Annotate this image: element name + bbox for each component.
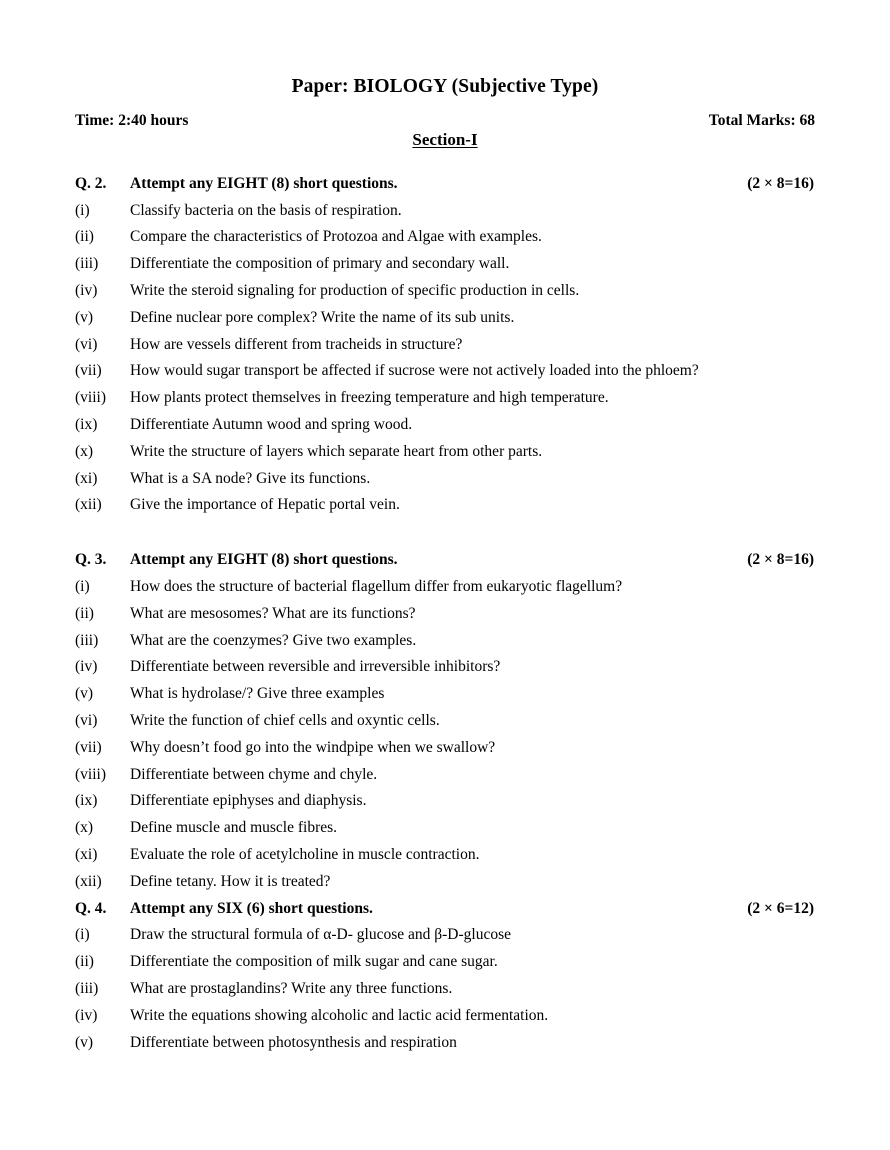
list-item [75,628,815,655]
question-number: Q. 3. [75,551,107,569]
document-body [75,76,815,1056]
item-label: (i) [75,201,90,219]
item-text: Classify bacteria on the basis of respiration. [130,201,402,219]
item-label: (v) [75,308,94,326]
list-item [75,412,815,439]
item-label: (ix) [75,792,98,810]
item-text: Differentiate the composition of primary and secondary wall. [130,255,510,273]
question-instruction: Attempt any SIX (6) short questions. [130,899,373,917]
item-text: Evaluate the role of acetylcholine in muscle contraction. [130,845,480,863]
item-label: (viii) [75,765,106,783]
question-block-q3 [75,547,815,895]
time-allowed: Time: 2:40 hours [75,112,189,130]
list-item [75,601,815,628]
list-item [75,815,815,842]
question-marks: (2 × 8=16) [747,551,814,569]
item-label: (i) [75,577,90,595]
question-item-list [75,198,815,520]
item-label: (ii) [75,953,94,971]
list-item [75,1030,815,1057]
question-heading [75,171,815,198]
list-item [75,654,815,681]
item-text: Write the function of chief cells and oxyntic cells. [130,711,440,729]
item-text: How does the structure of bacterial flagellum differ from eukaryotic flagellum? [130,577,623,595]
item-label: (viii) [75,389,106,407]
list-item [75,708,815,735]
item-text: What is hydrolase/? Give three examples [130,685,385,703]
question-marks: (2 × 8=16) [747,174,814,192]
item-label: (xi) [75,469,98,487]
list-item [75,385,815,412]
item-label: (xii) [75,496,102,514]
question-block-q2 [75,171,815,519]
item-label: (vii) [75,738,102,756]
item-label: (iv) [75,658,98,676]
list-item [75,869,815,896]
question-block-q4 [75,896,815,1057]
item-text: What are prostaglandins? Write any three functions. [130,979,453,997]
item-label: (x) [75,819,94,837]
list-item [75,198,815,225]
list-item [75,224,815,251]
question-heading [75,547,815,574]
list-item [75,251,815,278]
list-item [75,332,815,359]
list-item [75,976,815,1003]
list-item [75,922,815,949]
list-item [75,788,815,815]
item-text: How are vessels different from tracheids in structure? [130,335,463,353]
item-text: Differentiate epiphyses and diaphysis. [130,792,367,810]
item-text: Give the importance of Hepatic portal vein. [130,496,400,514]
item-text: Write the equations showing alcoholic and lactic acid fermentation. [130,1006,549,1024]
question-item-list [75,922,815,1056]
item-label: (ii) [75,228,94,246]
item-text: Write the steroid signaling for production of specific production in cells. [130,282,580,299]
item-text: Differentiate between chyme and chyle. [130,765,378,783]
question-marks: (2 × 6=12) [747,899,814,917]
item-label: (vii) [75,362,102,380]
list-item [75,305,815,332]
item-label: (iv) [75,282,98,299]
item-label: (iv) [75,1006,98,1024]
item-text: What is a SA node? Give its functions. [130,469,371,487]
page-title: Paper: BIOLOGY (Subjective Type) [291,76,599,97]
item-label: (ii) [75,604,94,622]
list-item [75,574,815,601]
item-text: Differentiate the composition of milk sugar and cane sugar. [130,953,498,971]
total-marks: Total Marks: 68 [708,112,815,130]
item-text: Define tetany. How it is treated? [130,872,331,890]
list-item [75,439,815,466]
item-label: (vi) [75,711,98,729]
item-label: (xi) [75,845,98,863]
item-label: (ix) [75,415,98,433]
item-text: How would sugar transport be affected if sucrose were not actively loaded into the phloem? [130,362,699,380]
item-label: (iii) [75,631,99,649]
item-text: What are the coenzymes? Give two examples. [130,631,417,649]
item-label: (vi) [75,335,98,353]
question-instruction: Attempt any EIGHT (8) short questions. [130,174,398,192]
item-text: Define muscle and muscle fibres. [130,819,338,837]
list-item [75,735,815,762]
section-heading-label: Section-I [412,130,478,150]
item-label: (i) [75,926,90,944]
section-heading [75,130,815,150]
list-item [75,1003,815,1030]
question-instruction: Attempt any EIGHT (8) short questions. [130,551,398,569]
question-number: Q. 2. [75,174,107,192]
question-heading [75,896,815,923]
item-text: Differentiate between reversible and irreversible inhibitors? [130,658,501,676]
list-item [75,466,815,493]
item-label: (x) [75,442,94,460]
list-item [75,681,815,708]
item-text: Why doesn’t food go into the windpipe when we swallow? [130,738,496,756]
item-text: How plants protect themselves in freezing temperature and high temperature. [130,389,609,407]
item-text: What are mesosomes? What are its functions? [130,604,416,622]
item-text: Draw the structural formula of α-D- glucose and β-D-glucose [130,926,511,944]
item-text: Differentiate between photosynthesis and respiration [130,1033,457,1051]
list-item [75,278,815,305]
item-label: (xii) [75,872,102,890]
item-text: Write the structure of layers which separate heart from other parts. [130,442,543,460]
item-label: (iii) [75,255,99,273]
item-label: (iii) [75,979,99,997]
list-item [75,358,815,385]
list-item [75,492,815,519]
item-text: Define nuclear pore complex? Write the name of its sub units. [130,308,515,326]
question-item-list [75,574,815,896]
list-item [75,762,815,789]
item-label: (v) [75,685,94,703]
item-label: (v) [75,1033,94,1051]
list-item [75,949,815,976]
question-number: Q. 4. [75,899,107,917]
item-text: Compare the characteristics of Protozoa and Algae with examples. [130,228,542,246]
item-text: Differentiate Autumn wood and spring wood. [130,415,413,433]
exam-meta-row [75,112,815,130]
list-item [75,842,815,869]
